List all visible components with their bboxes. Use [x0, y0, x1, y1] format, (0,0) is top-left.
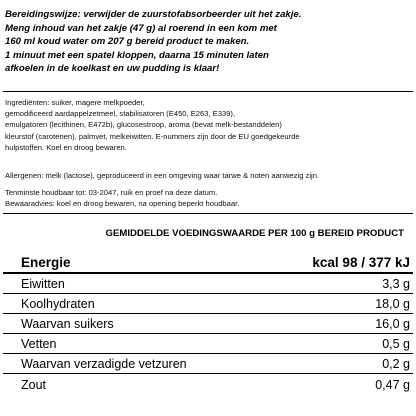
nutrient-label: Koolhydraten	[21, 297, 95, 311]
nutrient-value: kcal 98 / 377 kJ	[312, 255, 410, 270]
ingredients-list	[5, 97, 411, 153]
storage-line: Bewaaradvies: koel en droog bewaren, na opening beperkt houdbaar.	[5, 199, 240, 209]
nutrient-value: 3,3 g	[382, 277, 410, 291]
nutrient-label: Waarvan verzadigde vetzuren	[21, 357, 187, 371]
instruction-line: 1 minuut met een spatel kloppen, daarna 15 minuten laten	[5, 49, 269, 61]
nutrition-table-title: GEMIDDELDE VOEDINGSWAARDE PER 100 g BEREID PRODUCT	[105, 228, 404, 239]
nutrition-row	[3, 374, 413, 394]
nutrition-row	[3, 334, 413, 354]
nutrient-value: 0,47 g	[375, 378, 410, 392]
ingredients-line: Ingrediënten: suiker, magere melkpoeder,	[5, 98, 145, 107]
nutrient-value: 0,5 g	[382, 337, 410, 351]
nutrition-row	[3, 294, 413, 314]
nutrient-label: Eiwitten	[21, 277, 65, 291]
instruction-line: Bereidingswijze: verwijder de zuurstofabsorbeerder uit het zakje.	[5, 9, 302, 20]
nutrient-value: 0,2 g	[382, 357, 410, 371]
storage-advice	[5, 187, 411, 209]
nutrition-row	[3, 274, 413, 294]
ingredients-line: kleurstof (carotenen), palmvet, melkeiwitten. E-nummers zijn door de EU goedgekeurde	[5, 131, 300, 141]
allergens-note: Allergenen: melk (lactose), geproduceerd in een omgeving waar tarwe & noten aanwezig zijn.	[5, 171, 320, 180]
ingredients-line: emulgatoren (lecithinen, E472b), glucosestroop, aroma (bevat melk-bestanddelen)	[5, 120, 282, 130]
nutrition-row	[3, 314, 413, 334]
preparation-instructions	[5, 8, 411, 76]
instruction-line: 160 ml koud water om 207 g bereid product te maken.	[5, 36, 250, 48]
instruction-line: Meng inhoud van het zakje (47 g) al roerend in een kom met	[5, 22, 277, 34]
nutrient-label: Energie	[21, 255, 71, 270]
nutrient-value: 16,0 g	[375, 317, 410, 331]
instruction-line: afkoelen in de koelkast en uw pudding is klaar!	[5, 63, 220, 75]
nutrition-table	[3, 245, 413, 394]
nutrition-row	[3, 354, 413, 374]
divider	[3, 213, 413, 214]
nutrient-label: Zout	[21, 378, 47, 392]
ingredients-line: hulpstoffen. Koel en droog bewaren.	[5, 142, 127, 152]
ingredients-line: gemodificeerd aardappelzetmeel, stabilisatoren (E450, E263, E339),	[5, 109, 236, 119]
nutrient-label: Waarvan suikers	[21, 317, 114, 331]
best-before-line: Tenminste houdbaar tot: 03-2047, ruik en proef na deze datum.	[5, 188, 218, 197]
nutrient-label: Vetten	[21, 337, 57, 351]
nutrition-row-energy	[3, 245, 413, 274]
nutrient-value: 18,0 g	[375, 297, 410, 311]
divider	[3, 91, 413, 92]
